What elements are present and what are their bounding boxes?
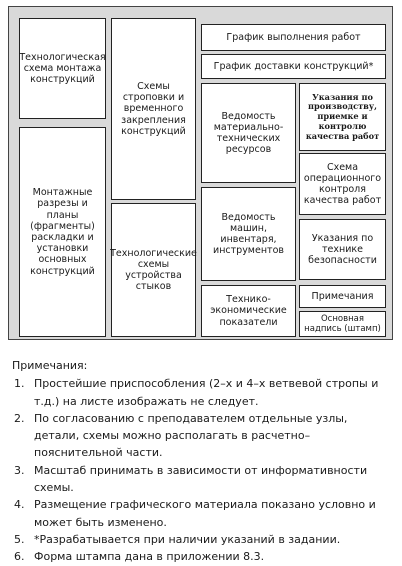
note-item: 3. Масштаб принимать в зависимости от информативности схемы. <box>14 463 368 495</box>
note-item: 2. По согласованию с преподавателем отдельные узлы, детали, схемы можно располагать в расчетно–пояснительной части. <box>14 411 348 460</box>
note-item: 1. Простейшие приспособления (2–х и 4–х ветвевой стропы и т.д.) на листе изображать не следует. <box>14 377 379 408</box>
notes-heading: Примечания: <box>12 359 88 372</box>
drawing-sheet-layout <box>8 6 393 340</box>
box-remarks: Примечания <box>299 285 386 308</box>
notes-list <box>12 375 396 565</box>
box-mtr-statement: Ведомость материально-технических ресурсов <box>201 83 296 183</box>
box-slinging-schemes: Схемы строповки и временного закрепления конструкций <box>111 18 196 200</box>
box-machines-statement: Ведомость машин, инвентаря, инструментов <box>201 187 296 281</box>
box-tech-scheme: Технологическая схема монтажа конструкций <box>19 18 106 119</box>
box-quality-instructions: Указания по производству, приемке и контролю качества работ <box>299 83 386 151</box>
box-mounting-sections: Монтажные разрезы и планы (фрагменты) раскладки и установки основных конструкций <box>19 127 106 337</box>
box-work-schedule: График выполнения работ <box>201 24 386 51</box>
notes-section <box>12 357 396 566</box>
note-item: 4. Размещение графического материала показано условно и может быть изменено. <box>14 498 376 529</box>
note-item: 6. Форма штампа дана в приложении 8.3. <box>14 550 265 564</box>
box-title-block: Основная надпись (штамп) <box>299 311 386 337</box>
box-safety-instructions: Указания по технике безопасности <box>299 219 386 280</box>
box-tech-economic: Технико-экономические показатели <box>201 285 296 337</box>
box-joint-schemes: Технологические схемы устройства стыков <box>111 203 196 337</box>
note-item: 5. *Разрабатывается при наличии указаний в задании. <box>14 532 341 546</box>
box-delivery-schedule: График доставки конструкций* <box>201 54 386 79</box>
box-quality-control-scheme: Схема операционного контроля качества работ <box>299 153 386 215</box>
